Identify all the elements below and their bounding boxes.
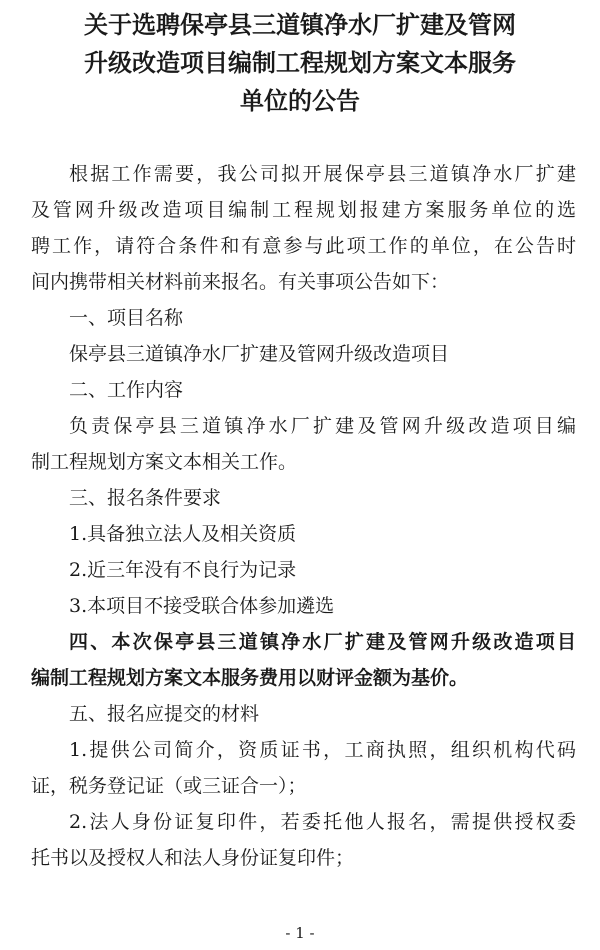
section-5-item-2-line-2: 托书以及授权人和法人身份证复印件； [31,847,355,869]
section-2-line-1: 负责保亭县三道镇净水厂扩建及管网升级改造项目编 [69,415,576,437]
section-3-item-1: 1.具备独立法人及相关资质 [69,523,297,545]
section-1-content: 保亭县三道镇净水厂扩建及管网升级改造项目 [69,343,450,365]
page-number: - 1 - [285,924,315,942]
intro-line-3: 聘工作，请符合条件和有意参与此项工作的单位，在公告时 [31,235,576,257]
section-5-heading: 五、报名应提交的材料 [69,703,260,725]
title-line-1: 关于选聘保亭县三道镇净水厂扩建及管网 [84,11,516,39]
section-5-item-2-line-1: 2.法人身份证复印件，若委托他人报名，需提供授权委 [69,811,576,833]
title-line-2: 升级改造项目编制工程规划方案文本服务 [84,49,516,77]
section-3-item-3: 3.本项目不接受联合体参加遴选 [69,595,335,617]
section-4-line-2: 编制工程规划方案文本服务费用以财评金额为基价。 [31,667,469,689]
intro-line-1: 根据工作需要，我公司拟开展保亭县三道镇净水厂扩建 [69,163,576,185]
section-2-heading: 二、工作内容 [69,379,184,401]
title-line-3: 单位的公告 [240,87,360,115]
document-title [0,6,600,120]
section-5-item-1-line-2: 证，税务登记证（或三证合一）； [31,775,307,797]
section-3-heading: 三、报名条件要求 [69,487,222,509]
intro-line-4: 间内携带相关材料前来报名。有关事项公告如下： [31,271,450,293]
section-5-item-1-line-1: 1.提供公司简介，资质证书，工商执照，组织机构代码 [69,739,576,761]
section-2-line-2: 制工程规划方案文本相关工作。 [31,451,298,473]
section-4-line-1: 四、本次保亭县三道镇净水厂扩建及管网升级改造项目 [69,631,576,653]
intro-line-2: 及管网升级改造项目编制工程规划报建方案服务单位的选 [31,199,576,221]
section-3-item-2: 2.近三年没有不良行为记录 [69,559,297,581]
section-1-heading: 一、项目名称 [69,307,184,329]
